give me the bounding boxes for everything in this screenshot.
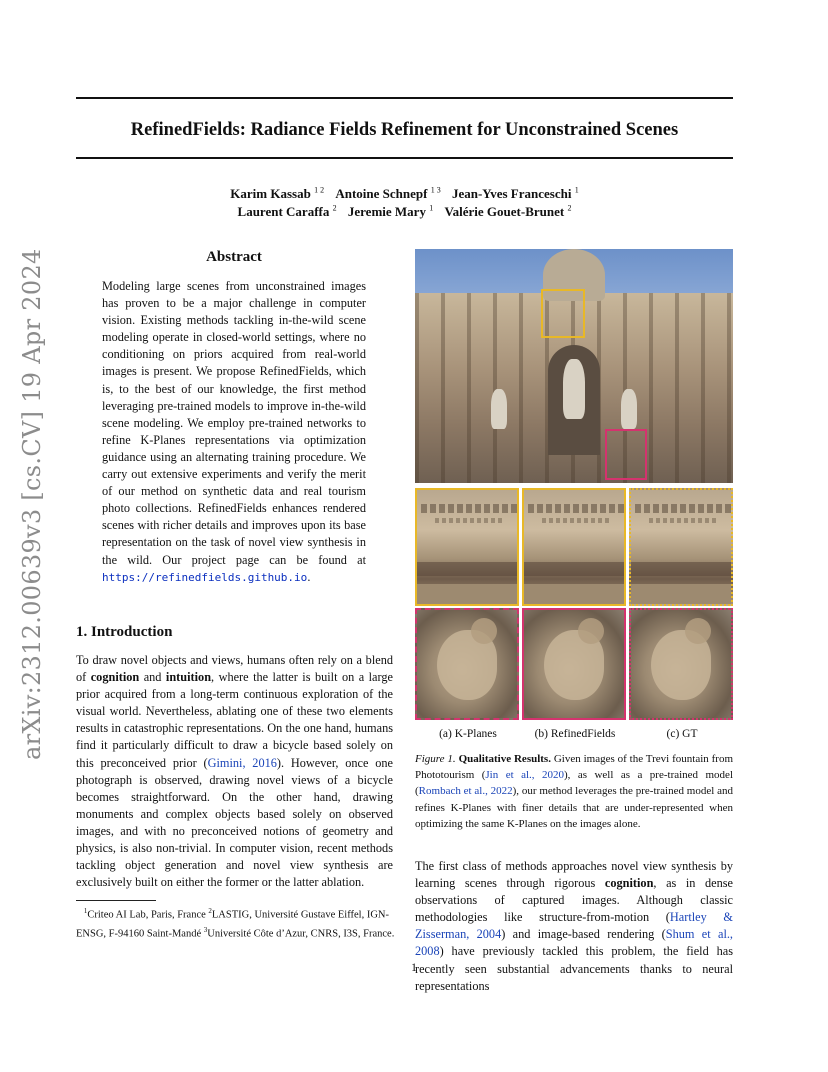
section-heading: 1. Introduction	[76, 624, 173, 640]
bold-term: cognition	[604, 876, 654, 891]
intro-paragraph: To draw novel objects and views, humans often rely on a blend of cognition and intuition, where the latter is built on a large prior acquired from a long-term continuous exploration of the visual world. Nevertheless, ablating one of these two elements results in catastrophic representations. On the one hand, humans find it particularly difficult to draw a bicycle based solely on this preconceived prior (Gimini, 2016). However, once one photograph is observed, drawing novel views of a bicycle becomes straightforward. On the other hand, drawing monuments and complex objects based solely on observed images, and with no preconceived notions of geometry and physics, is also non-trivial. In computer vision, recent methods tackling object generation and novel view synthesis are exclusively built on either the former or the latter ablation.	[76, 653, 393, 890]
authors-line-2	[76, 204, 733, 220]
abstract-text: Modeling large scenes from unconstrained images has proven to be a major challenge in computer vision. Existing methods tackling in-the-wild scene modeling operate in closed-world settings, where no conditioning on priors acquired from real-world images is present. We propose RefinedFields, which is, to the best of our knowledge, the first method leveraging pre-trained models to improve in-the-wild scene modeling. We employ pre-trained networks to refine K-Planes representations via optimization guidance using an alternating training procedure. We carry out extensive experiments and verify the merit of our method on synthetic data and real tourism photo collections. RefinedFields enhances rendered scenes with richer details and improves upon its base representation on the task of novel view synthesis in the wild. Our project page can be found at https://refinedfields.github.io.	[102, 279, 366, 584]
author: Jeremie Mary $^1$	[347, 204, 434, 220]
subfigure-label: (a) K-Planes	[439, 728, 497, 740]
affiliations-footnote: $^1$Criteo AI Lab, Paris, France $^2$LASTIG, Université Gustave Eiffel, IGN-ENSG, F-94160 Saint-Mandé $^3$Université Côte d’Azur, CNRS, I3S, France.	[76, 907, 395, 939]
citation-link[interactable]: Gimini, 2016	[207, 755, 277, 770]
abstract-heading: Abstract	[206, 249, 262, 265]
bold-term: cognition	[90, 670, 140, 685]
citation-link[interactable]: Hartley & Zisserman, 2004	[415, 910, 733, 942]
author: Jean-Yves Franceschi $^1$	[451, 186, 579, 202]
authors-line-1	[76, 186, 733, 202]
author: Karim Kassab $^{1 2}$	[230, 186, 325, 202]
highlight-box-statue	[605, 429, 647, 480]
author: Valérie Gouet-Brunet $^2$	[444, 204, 572, 220]
page-number: 1	[411, 960, 417, 974]
crop-inscription-kplanes	[415, 488, 519, 606]
project-link[interactable]: https://refinedfields.github.io	[102, 570, 308, 584]
subfigure-label: (c) GT	[666, 728, 698, 740]
figure-caption: Figure 1. Qualitative Results. Given images of the Trevi fountain from Phototourism (Jin et al., 2020), as well as a pre-trained model (Rombach et al., 2022), our method leverages the pre-trained model and refines K-Planes with finer details that are under-represented when optimizing the same K-Planes on the images alone.	[415, 753, 734, 830]
highlight-box-inscription	[541, 289, 585, 338]
citation-link[interactable]: Rombach et al., 2022	[418, 785, 513, 798]
paper-title: RefinedFields: Radiance Fields Refinement for Unconstrained Scenes	[130, 120, 679, 140]
crop-inscription-gt	[629, 488, 733, 606]
subfigure-label: (b) RefinedFields	[534, 728, 616, 740]
crop-statue-gt	[629, 608, 733, 720]
citation-link[interactable]: Shum et al., 2008	[415, 927, 734, 959]
top-rule	[76, 97, 733, 99]
crop-inscription-refinedfields	[522, 488, 626, 606]
right-column-paragraph: The first class of methods approaches novel view synthesis by learning scenes through rigorous cognition, as in dense observations of captured images. Although classic methodologies like structure-from-motion (Hartley & Zisserman, 2004) and image-based rendering (Shum et al., 2008) have previously tackled this problem, the field has recently seen substantial advancements thanks to neural representations	[415, 859, 734, 993]
footnote-rule	[76, 900, 156, 901]
statue-shape	[491, 389, 507, 429]
statue-shape	[563, 359, 585, 419]
arxiv-stamp: arXiv:2312.00639v3 [cs.CV] 19 Apr 2024	[18, 248, 46, 760]
author: Antoine Schnepf $^{1 3}$	[335, 186, 441, 202]
bold-term: intuition	[165, 670, 212, 685]
abstract-paragraph: Modeling large scenes from unconstrained images has proven to be a major challenge in computer vision. Existing methods tackling in-the-wild scene modeling operate in closed-world settings, where no conditioning on priors acquired from real-world images is present. We propose RefinedFields, which is, to the best of our knowledge, the first method leveraging pre-trained models to improve in-the-wild scene modeling. We employ pre-trained networks to refine K-Planes representations via optimization guidance using an alternating training procedure. We carry out extensive experiments and verify the merit of our method on synthetic data and real tourism photo collections. RefinedFields enhances rendered scenes with richer details and improves upon its base representation on the task of novel view synthesis in the wild. Our project page can be found at	[102, 279, 366, 567]
trevi-fountain-image	[415, 249, 733, 483]
crop-statue-kplanes	[415, 608, 519, 720]
statue-shape	[621, 389, 637, 429]
title-bottom-rule	[76, 157, 733, 159]
citation-link[interactable]: Jin et al., 2020	[485, 769, 564, 782]
author: Laurent Caraffa $^2$	[237, 204, 337, 220]
crop-statue-refinedfields	[522, 608, 626, 720]
